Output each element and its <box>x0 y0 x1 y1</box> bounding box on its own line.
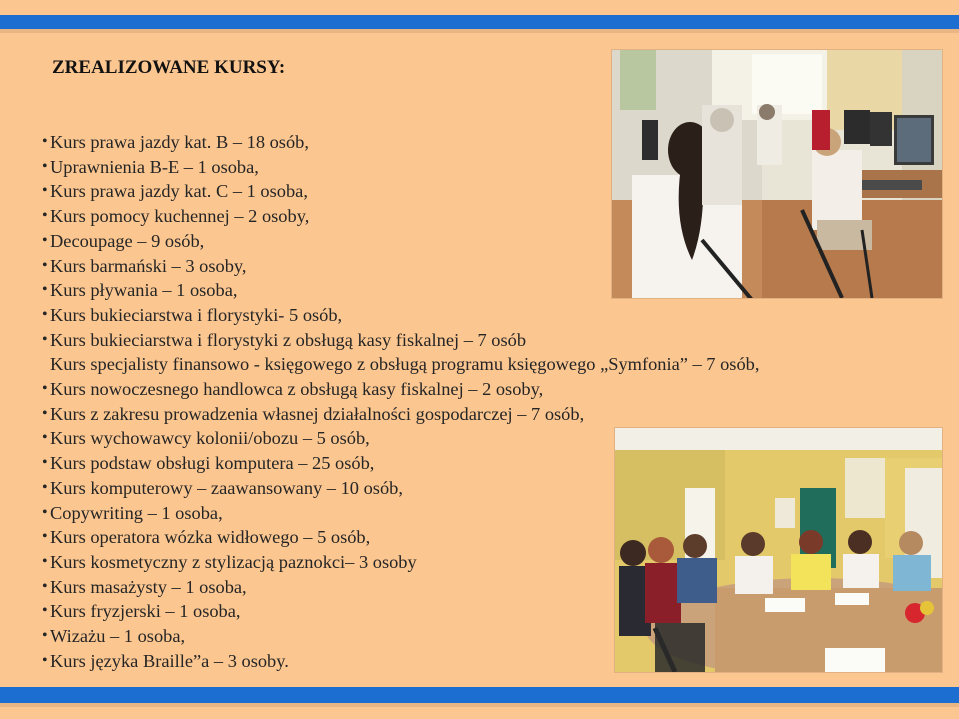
list-item: • Decoupage – 9 osób, <box>42 230 205 251</box>
list-item: • Kurs bukieciarstwa i florystyki- 5 osób, <box>42 304 343 325</box>
list-item: Kurs specjalisty finansowo - księgowego z obsługą programu księgowego „Symfonia” – 7 osób, <box>50 354 760 375</box>
list-item: • Kurs bukieciarstwa i florystyki z obsługą kasy fiskalnej – 7 osób <box>42 329 527 350</box>
page-title: ZREALIZOWANE KURSY: <box>52 57 286 78</box>
bottom-blue-band <box>0 687 959 703</box>
list-item: • Wizażu – 1 osoba, <box>42 626 186 647</box>
list-item: • Kurs prawa jazdy kat. C – 1 osoba, <box>42 181 308 202</box>
list-item: • Kurs nowoczesnego handlowca z obsługą kasy fiskalnej – 2 osoby, <box>42 379 544 400</box>
list-item: • Kurs z zakresu prowadzenia własnej działalności gospodarczej – 7 osób, <box>42 403 585 424</box>
list-item: • Kurs języka Braille”a – 3 osoby. <box>42 650 289 671</box>
list-item: • Kurs barmański – 3 osoby, <box>42 255 247 276</box>
list-item: • Kurs wychowawcy kolonii/obozu – 5 osób, <box>42 428 370 449</box>
list-item: • Copywriting – 1 osoba, <box>42 502 223 523</box>
top-blue-band <box>0 15 959 29</box>
bottom-stripe <box>0 683 959 719</box>
top-shadow-band <box>0 29 959 33</box>
meeting-room-photo <box>615 428 942 672</box>
computer-class-photo <box>612 50 942 298</box>
list-item: • Kurs pomocy kuchennej – 2 osoby, <box>42 206 310 227</box>
list-item: • Kurs komputerowy – zaawansowany – 10 osób, <box>42 477 403 498</box>
list-item: • Kurs podstaw obsługi komputera – 25 osób, <box>42 453 375 474</box>
bottom-shadow-band <box>0 703 959 707</box>
list-item: • Kurs operatora wózka widłowego – 5 osób, <box>42 527 371 548</box>
list-item: • Kurs masażysty – 1 osoba, <box>42 576 247 597</box>
list-item: • Kurs kosmetyczny z stylizacją paznokci– 3 osoby <box>42 551 417 572</box>
list-item: • Kurs pływania – 1 osoba, <box>42 280 238 301</box>
list-item: • Uprawnienia B-E – 1 osoba, <box>42 156 259 177</box>
top-stripe <box>0 0 959 36</box>
list-item: • Kurs fryzjerski – 1 osoba, <box>42 601 241 622</box>
list-item: • Kurs prawa jazdy kat. B – 18 osób, <box>42 132 309 152</box>
